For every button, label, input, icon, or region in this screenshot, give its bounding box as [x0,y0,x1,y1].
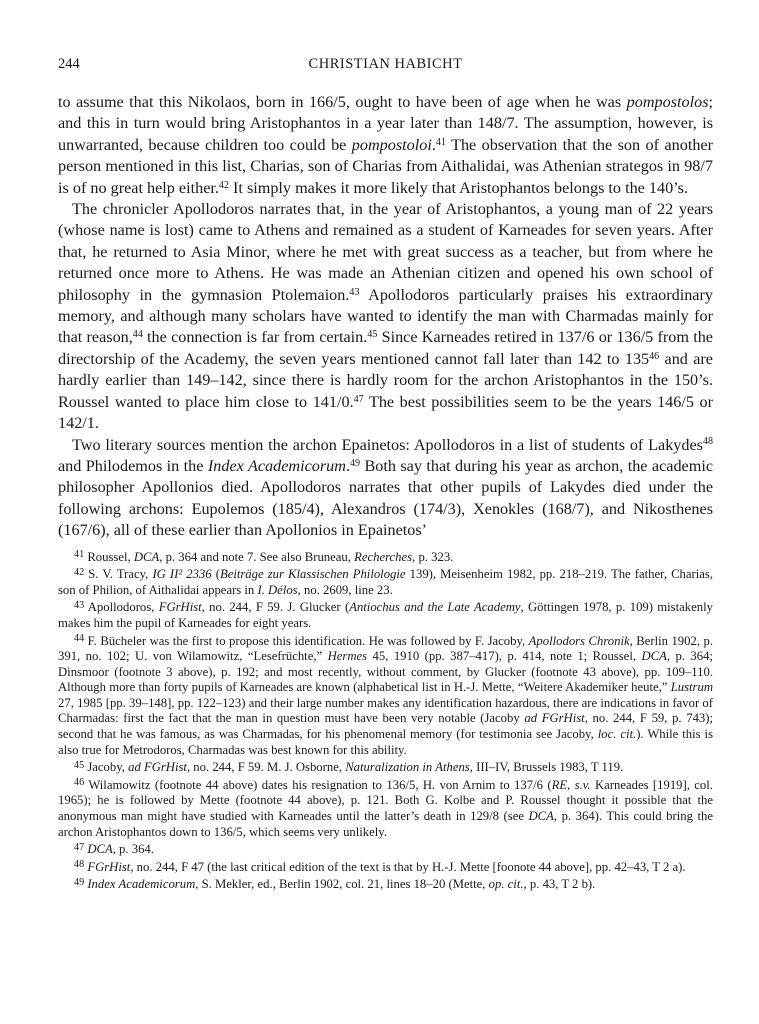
footnote: $^{41}$ Roussel, DCA, p. 364 and note 7. See also Bruneau, Recherches, p. 323. [74,548,454,564]
page-header [58,56,713,80]
footnote: $^{42}$ S. V. Tracy, IG II² 2336 (Beiträge zur Klassischen Philologie 139), Meisenheim 1982, pp. 218–219. The father, Charias, son of Philion, of Aithalidai appears in I. Délos, no. 2609, line 23. [58,566,713,597]
page-number: 244 [58,56,80,72]
footnotes [58,550,713,893]
footnote: $^{48}$ FGrHist, no. 244, F 47 (the last critical edition of the text is that by H.-J. Mette [foonote 44 above], pp. 42–43, T 2 a). [74,859,686,874]
footnote: $^{46}$ Wilamowitz (footnote 44 above) dates his resignation to 136/5, H. von Arnim to 137/6 (RE, s.v. Karneades [1919], col. 1965); he is followed by Mette (footnote 44 above), p. 121. Both G. Kolbe and P. Roussel thought it possible that the anonymous man might have studied with Karneades until the latter’s death in 129/8 (see DCA, p. 364). This could bring the archon Aristophantos down to 136/5, which seems very unlikely. [58,777,713,839]
paragraph: to assume that this Nikolaos, born in 166/5, ought to have been of age when he was pompostolos; and this in turn would bring Aristophantos in a year later than 148/7. The assumption, however, is unwarranted, because children too could be pompostoloi.$^{41}$ The observation that the son of another person mentioned in this list, Charias, son of Charias from Aithalidai, was Athenian strategos in 98/7 is of no great help either.$^{42}$ It simply makes it more likely that Aristophantos belongs to the 140’s. [58,93,713,197]
paragraph: The chronicler Apollodoros narrates that, in the year of Aristophantos, a young man of 22 years (whose name is lost) came to Athens and remained as a student of Karneades for seven years. After that, he returned to Asia Minor, where he met with great success as a teacher, but from where he returned once more to Athens. He was made an Athenian citizen and opened his own school of philosophy in the gymnasion Ptolemaion.$^{43}$ Apollodoros particularly praises his extraordinary memory, and although many scholars have wanted to identify the man with Charmadas mainly for that reason,$^{44}$ the connection is far from certain.$^{45}$ Since Karneades retired in 137/6 or 136/5 from the directorship of the Academy, the seven years mentioned cannot fall later than 142 to $135^{46}$ and are hardly earlier than 149–142, since there is hardly room for the archon Aristophantos in the 150’s. Roussel wanted to place him close to 141/0.47 The best possibilities seem to be the years 146/5 or 142/1. [58,200,714,433]
page [58,56,713,895]
paragraph: Two literary sources mention the archon Epainetos: Apollodoros in a list of students of Lakydes$^{48}$ and Philodemos in the Index Academicorum.$^{49}$ Both say that during his year as archon, the academic philosopher Apollonios died. Apollodoros narrates that other pupils of Lakydes died under the following archons: Eupolemos (185/4), Alexandros (174/3), Xenokles (168/7), and Nikosthenes (167/6), all of these earlier than Apollonios in Epainetos’ [58,435,714,540]
main-text [58,92,713,542]
footnote: $^{47}$ DCA, p. 364. [74,841,154,857]
footnote: $^{43}$ Apollodoros, FGrHist, no. 244, F 59. J. Glucker (Antiochus and the Late Academy, Göttingen 1978, p. 109) mistakenly makes him the pupil of Karneades for eight years. [58,599,713,630]
running-head: CHRISTIAN HABICHT [308,56,463,72]
footnote: $^{44}$ F. Bücheler was the first to propose this identification. He was followed by F. Jacoby, Apollodors Chronik, Berlin 1902, p. 391, no. 102; U. von Wilamowitz, “Lesefrüchte,” Hermes 45, 1910 (pp. 387–417), p. 414, note 1; Roussel, DCA, p. 364; Dinsmoor (footnote 3 above), p. 192; and most recently, without comment, by Glucker (footnote 43 above), pp. 109–110. Although more than forty pupils of Karneades are known (alphabetical list in H.-J. Mette, “Weitere Akademiker heute,” Lustrum 27, 1985 [pp. 39–148], pp. 122–123) and their large number makes any identification hazardous, there are indications in favor of Charmadas: first the fact that the man in question must have been very notable (Jacoby ad FGrHist, no. 244, F 59, p. 743); second that he was famous, as was Charmadas, for his phenomenal memory (for testimonia see Jacoby, loc. cit.). While this is also true for Metrodoros, Charmadas was best known for this ability. [58,632,714,757]
footnote: $^{49}$ Index Academicorum, S. Mekler, ed., Berlin 1902, col. 21, lines 18–20 (Mette, op. cit., p. 43, T 2 b). [74,876,596,892]
footnote: $^{45}$ Jacoby, ad FGrHist, no. 244, F 59. M. J. Osborne, Naturalization in Athens, III–IV, Brussels 1983, T 119. [74,759,624,775]
